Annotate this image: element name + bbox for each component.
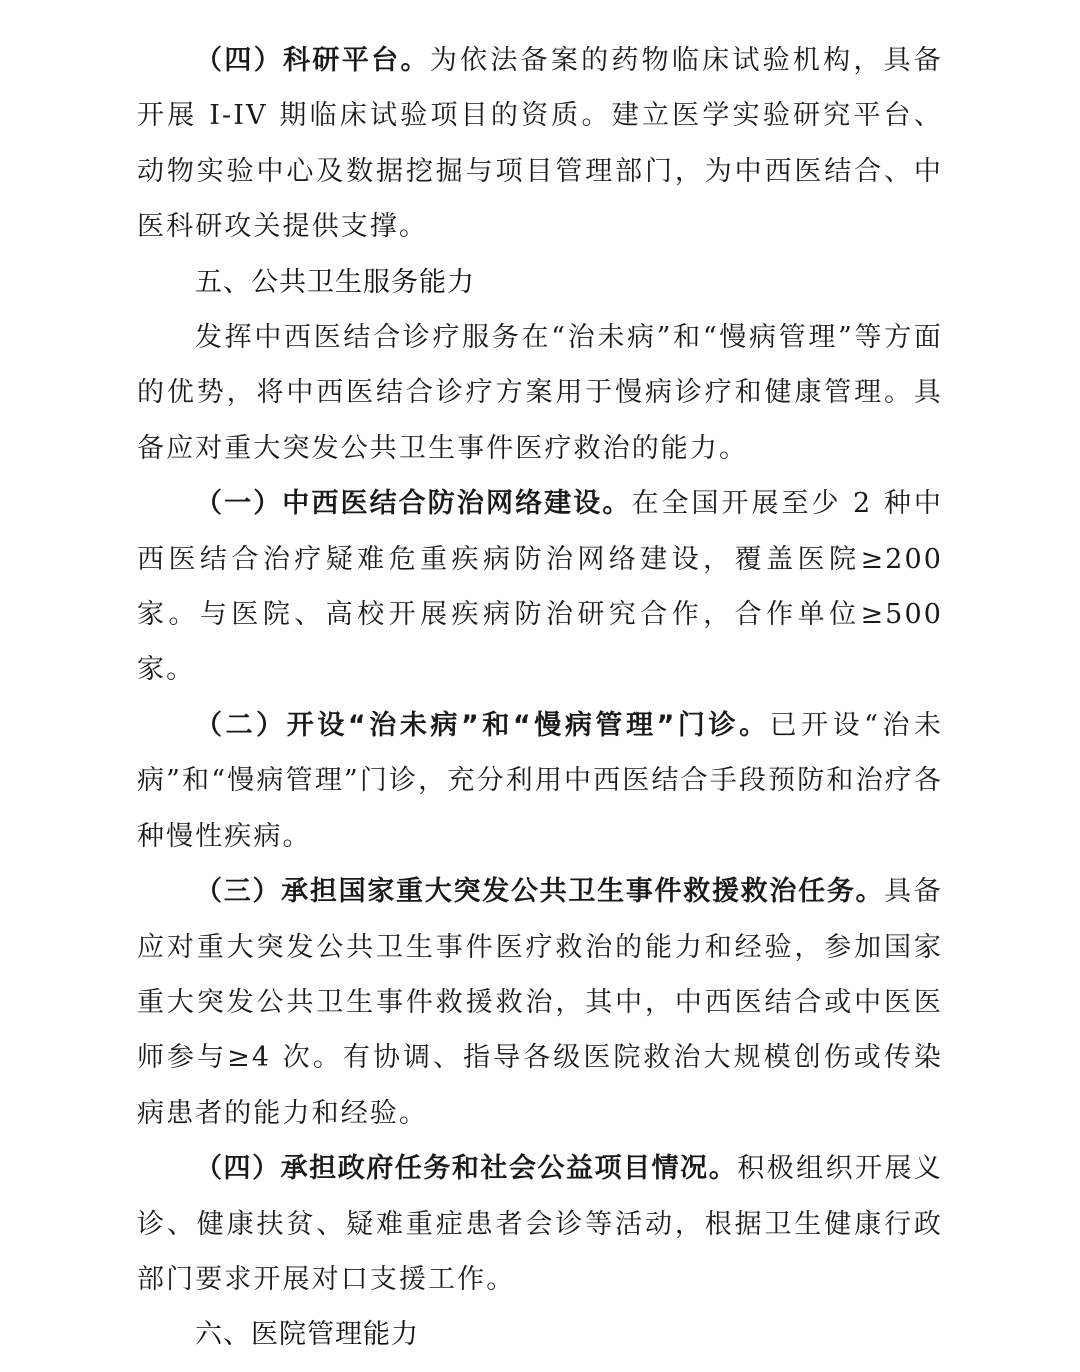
paragraph-lead: （三）承担国家重大突发公共卫生事件救援救治任务。 <box>195 876 885 908</box>
paragraph-public-health-intro <box>137 310 943 476</box>
paragraph-research-platform <box>137 33 943 255</box>
document-page <box>137 33 943 1363</box>
paragraph-body: 在全国开展至少 2 种中西医结合治疗疑难危重疾病防治网络建设，覆盖医院≥200 家。与医院、高校开展疾病防治研究合作，合作单位≥500家。 <box>137 488 944 686</box>
paragraph-lead: （一）中西医结合防治网络建设。 <box>195 488 632 520</box>
paragraph-body: 具备应对重大突发公共卫生事件医疗救治的能力和经验，参加国家重大突发公共卫生事件救援救治，其中，中西医结合或中医医师参与≥4 次。有协调、指导各级医院救治大规模创伤或传染病患者的能力和经验。 <box>137 876 943 1129</box>
paragraph-lead: （四）科研平台。 <box>195 45 430 76</box>
paragraph-lead: （二）开设“治未病”和“慢病管理”门诊。 <box>195 709 770 741</box>
paragraph-lead: （四）承担政府任务和社会公益项目情况。 <box>195 1153 738 1185</box>
paragraph-clinics <box>137 698 943 864</box>
section-heading-public-health: 五、公共卫生服务能力 <box>195 266 475 298</box>
paragraph-body: 已开设“治未病”和“慢病管理”门诊，充分利用中西医结合手段预防和治疗各种慢性疾病。 <box>137 709 943 852</box>
paragraph-body: 发挥中西医结合诊疗服务在“治未病”和“慢病管理”等方面的优势，将中西医结合诊疗方案用于慢病诊疗和健康管理。具备应对重大突发公共卫生事件医疗救治的能力。 <box>137 322 943 464</box>
paragraph-body: 积极组织开展义诊、健康扶贫、疑难重症患者会诊等活动，根据卫生健康行政部门要求开展对口支援工作。 <box>137 1153 943 1295</box>
paragraph-emergency-rescue <box>137 864 943 1141</box>
section-heading-hospital-management: 六、医院管理能力 <box>195 1319 419 1351</box>
paragraph-prevention-network <box>137 476 943 698</box>
paragraph-public-welfare <box>137 1141 943 1307</box>
paragraph-body: 为依法备案的药物临床试验机构，具备开展 I-IV 期临床试验项目的资质。建立医学实验研究平台、动物实验中心及数据挖掘与项目管理部门，为中西医结合、中医科研攻关提供支撑。 <box>137 45 944 243</box>
